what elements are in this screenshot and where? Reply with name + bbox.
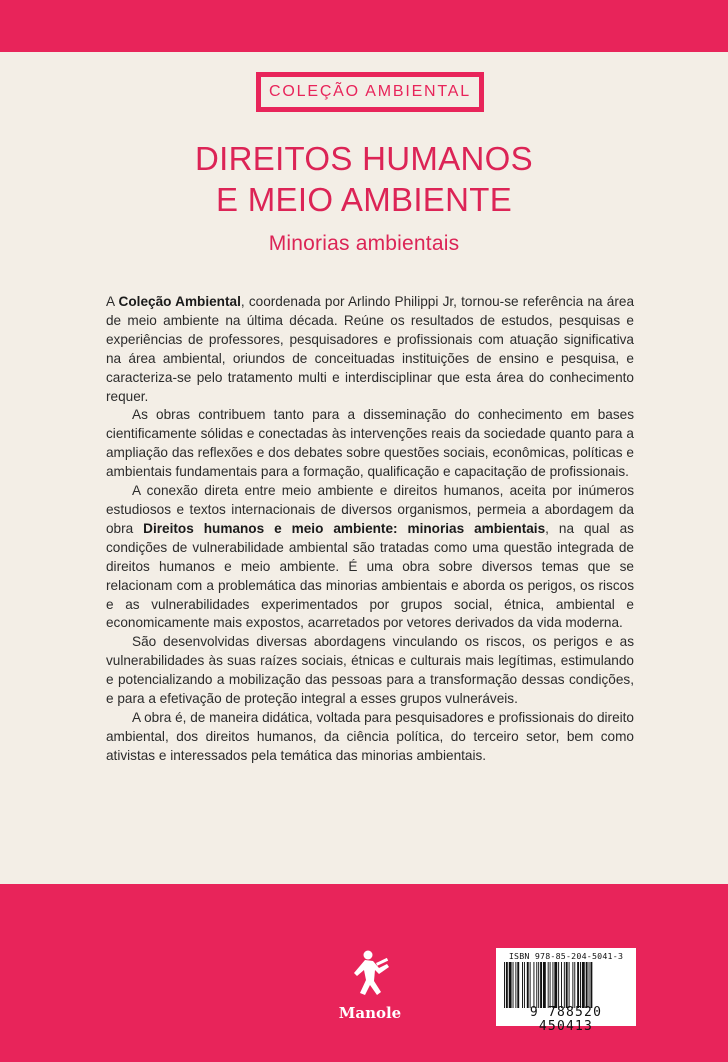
isbn-text: ISBN 978-85-204-5041-3: [508, 951, 624, 961]
barcode-bar: [515, 962, 516, 1008]
book-title: [0, 138, 728, 220]
barcode-bar: [550, 962, 551, 1008]
barcode-bar: [554, 962, 557, 1008]
barcode-bar: [522, 962, 523, 1008]
barcode-bar: [586, 962, 588, 1008]
barcode-bar: [566, 962, 568, 1008]
barcode-bar: [572, 962, 573, 1008]
top-color-band: [0, 0, 728, 52]
blurb-paragraph-2: As obras contribuem tanto para a disseminação do conhecimento em bases cientificamente sólidas e conectadas às intervenções reais da sociedade quanto para a ampliação das reflexões e dos debates sobre questões sociais, econômicas, políticas e ambientais fundamentais para a formação, qualificação e capacitação de profissionais.: [106, 407, 634, 480]
ean-digits: 9 788520 450413: [529, 1005, 603, 1034]
barcode-bar: [538, 962, 539, 1008]
barcode-bar: [504, 962, 505, 1008]
barcode-bar: [569, 962, 570, 1008]
barcode-bar: [582, 962, 585, 1008]
barcode-bar: [540, 962, 542, 1008]
blurb-bold-book-title: Direitos humanos e meio ambiente: minorias ambientais: [143, 520, 546, 536]
blurb-text: , na qual as condições de vulnerabilidade ambiental são tratadas como uma questão integrada de direitos humanos e meio ambiente. É uma obra sobre diversos temas que se relacionam com a problemática das minorias ambientais e aborda os perigos, os riscos e as vulnerabilidades experimentados por grupos social, étnica, ambiental e economicamente mais expostos, acarretados por vetores derivados da vida moderna.: [106, 520, 634, 631]
barcode-bar: [574, 962, 575, 1008]
barcode-bar: [506, 962, 508, 1008]
back-cover-blurb: [106, 293, 634, 766]
blurb-text: , coordenada por Arlindo Philippi Jr, tornou-se referência na área de meio ambiente na última década. Reúne os resultados de estudos, pesquisas e experiências de professores, pesquisadores e profissionais com atuação significativa na área ambiental, oriundos de conceituadas instituições de ensino e pesquisa, e caracteriza-se pelo tratamento multi e interdisciplinar que esta área do conhecimento requer.: [106, 294, 635, 404]
barcode-bar: [530, 962, 531, 1008]
barcode-bar: [527, 962, 529, 1008]
barcode-bar: [564, 962, 565, 1008]
barcode-bar: [509, 962, 512, 1008]
barcode-bar: [580, 962, 581, 1008]
series-label-box: [256, 72, 484, 112]
barcode-bar: [589, 962, 590, 1008]
barcode-bar: [548, 962, 549, 1008]
blurb-paragraph-5: A obra é, de maneira didática, voltada para pesquisadores e profissionais do direito ambiental, dos direitos humanos, da ciência política, do terceiro setor, bem como ativistas e interessados pela temática das minorias ambientais.: [106, 709, 634, 763]
barcode-bar: [552, 962, 553, 1008]
book-subtitle: Minorias ambientais: [268, 232, 460, 255]
blurb-paragraph-4: São desenvolvidas diversas abordagens vinculando os riscos, os perigos e as vulnerabilidades às suas raízes sociais, étnicas e culturais mais legítimas, estimulando e potencializando a mobilização das pessoas para a transformação dessas condições, e para a efetivação de proteção integral a esses grupos vulneráveis.: [106, 634, 634, 707]
barcode-bar: [536, 962, 537, 1008]
series-label: COLEÇÃO AMBIENTAL: [260, 76, 480, 108]
barcode-bar: [543, 962, 546, 1008]
barcode-bar: [577, 962, 579, 1008]
barcode-icon: [502, 962, 630, 1008]
blurb-text: A conexão direta entre meio ambiente e direitos humanos, aceita por inúmeros estudiosos e textos internacionais de diversos organismos, permeia a abordagem da obra: [106, 483, 634, 536]
blurb-paragraph-3: [106, 482, 634, 633]
blurb-paragraph-1: [106, 293, 634, 406]
publisher-name: Manole: [338, 1004, 402, 1022]
blurb-text: A: [106, 294, 119, 309]
barcode-bar: [513, 962, 514, 1008]
barcode-bar: [524, 962, 525, 1008]
book-title-line2: E MEIO AMBIENTE: [215, 181, 513, 218]
barcode-bar: [533, 962, 534, 1008]
blurb-bold-collection-name: Coleção Ambiental: [118, 294, 241, 309]
barcode-bar: [558, 962, 559, 1008]
barcode-bar: [561, 962, 562, 1008]
barcode-bar: [590, 962, 592, 1008]
isbn-barcode: [496, 948, 636, 1034]
barcode-bar: [517, 962, 519, 1008]
book-title-line1: DIREITOS HUMANOS: [195, 140, 533, 177]
